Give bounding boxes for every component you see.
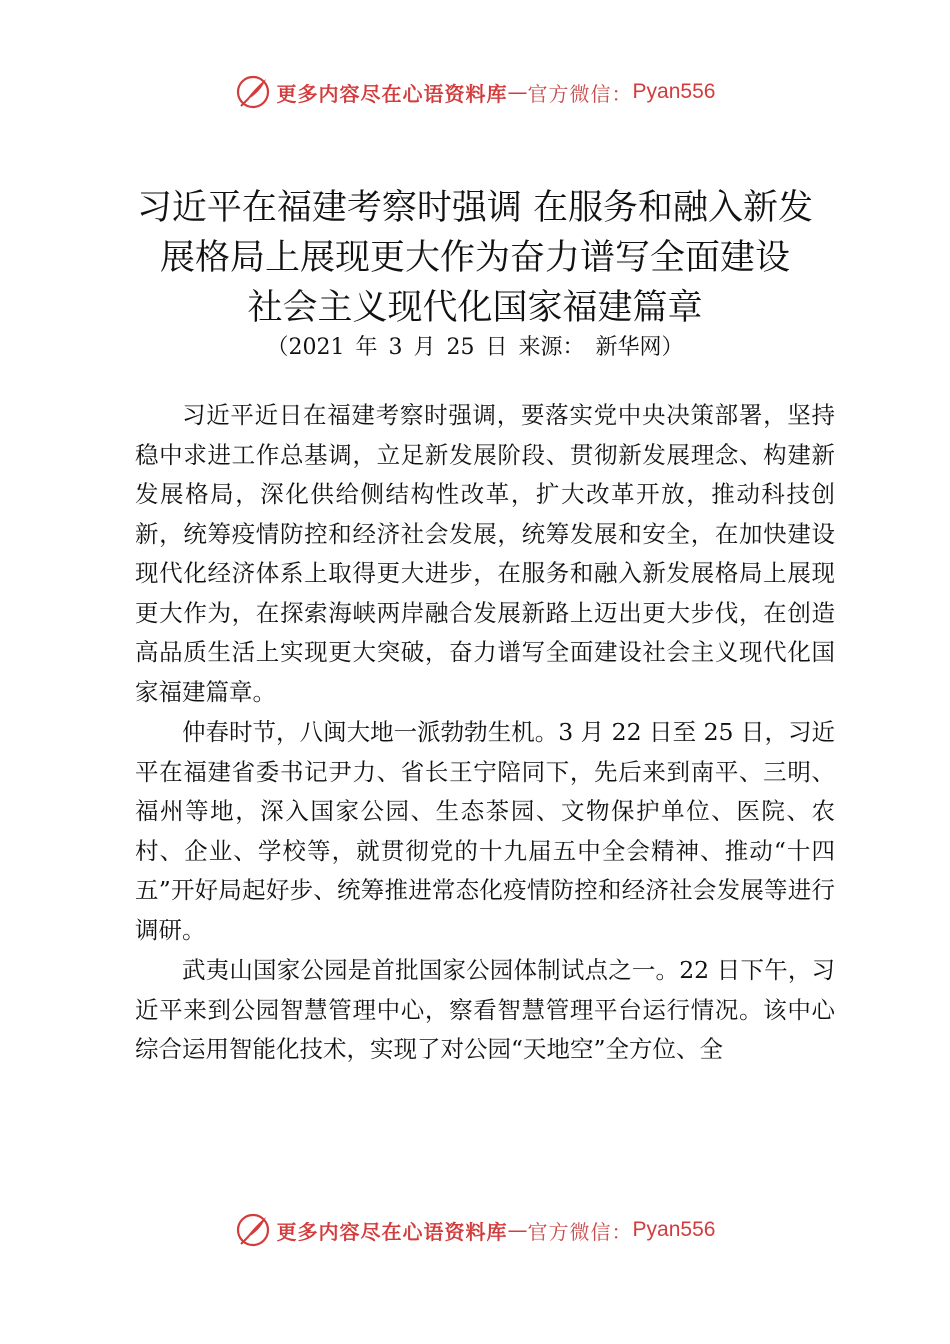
watermark-wechat-label: 官方微信： — [527, 81, 633, 106]
article-dateline: （2021 年 3 月 25 日 来源： 新华网） — [266, 335, 684, 360]
article-title — [110, 183, 840, 333]
feather-pen-logo-icon — [235, 1212, 271, 1248]
watermark-separator: — — [507, 80, 528, 104]
body-paragraph: 习近平近日在福建考察时强调，要落实党中央决策部署，坚持稳中求进工作总基调，立足新发展阶段、贯彻新发展理念、构建新发展格局，深化供给侧结构性改革，扩大改革开放，推动科技创新，统筹疫情防控和经济社会发展，统筹发展和安全，在加快建设现代化经济体系上取得更大进步，在服务和融入新发展格局上展现更大作为，在探索海峡两岸融合发展新路上迈出更大步伐，在创造高品质生活上实现更大突破，奋力谱写全面建设社会主义现代化国家福建篇章。 — [135, 401, 835, 706]
title-line: 展格局上展现更大作为奋力谱写全面建设 — [159, 238, 790, 279]
body-paragraph: 仲春时节，八闽大地一派勃勃生机。3 月 22 日至 25 日，习近平在福建省委书记尹力、省长王宁陪同下，先后来到南平、三明、福州等地，深入国家公园、生态茶园、文物保护单位、医院、农村、企业、学校等，就贯彻党的十九届五中全会精神、推动“十四五”开好局起好步、统筹推进常态化疫情防控和经济社会发展等进行调研。 — [135, 718, 835, 944]
watermark-header — [0, 72, 950, 112]
title-line: 习近平在福建考察时强调 在服务和融入新发 — [136, 188, 814, 229]
body-paragraph: 武夷山国家公园是首批国家公园体制试点之一。22 日下午，习近平来到公园智慧管理中心，察看智慧管理平台运行情况。该中心综合运用智能化技术，实现了对公园“天地空”全方位、全 — [135, 956, 835, 1063]
watermark-main-text: 更多内容尽在心语资料库 — [276, 1219, 508, 1244]
feather-pen-logo-icon — [235, 74, 271, 110]
article-body — [135, 396, 835, 1071]
watermark-wechat-id: Pyan556 — [632, 1218, 716, 1241]
watermark-separator: — — [507, 1218, 528, 1242]
watermark-main-text: 更多内容尽在心语资料库 — [276, 81, 508, 106]
title-line: 社会主义现代化国家福建篇章 — [247, 288, 703, 329]
watermark-wechat-id: Pyan556 — [632, 80, 716, 103]
watermark-wechat-label: 官方微信： — [527, 1219, 633, 1244]
watermark-footer — [0, 1210, 950, 1250]
